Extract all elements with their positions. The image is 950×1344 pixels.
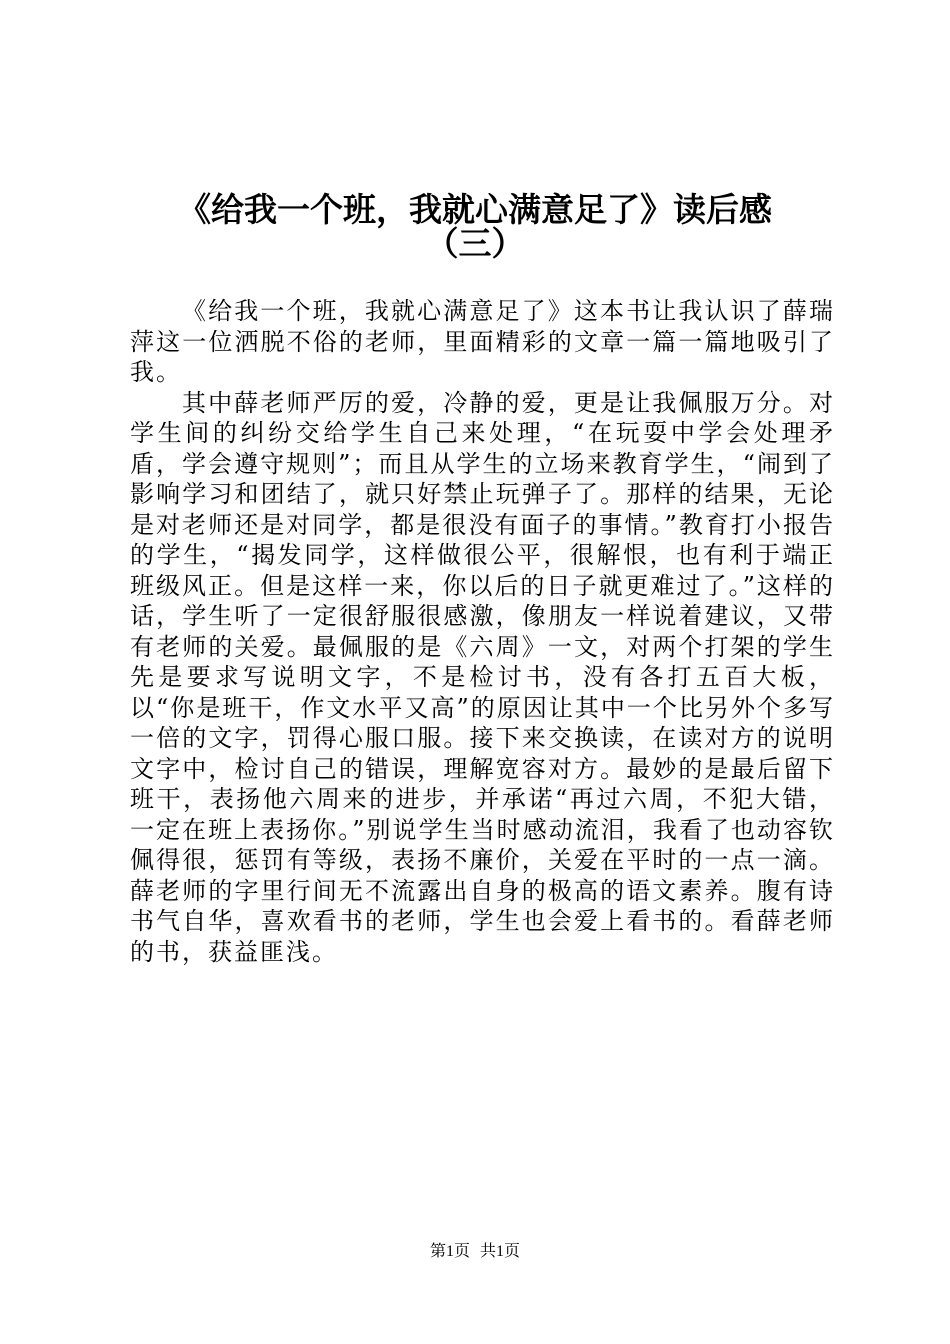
document-subtitle: （三） bbox=[425, 224, 525, 263]
page-total: 共1页 bbox=[480, 1243, 521, 1260]
document-body bbox=[130, 296, 835, 967]
page-footer bbox=[0, 1242, 950, 1262]
paragraph-main: 其中薛老师严厉的爱，冷静的爱，更是让我佩服万分。对学生间的纠纷交给学生自己来处理，“在玩耍中学会处理矛盾，学会遵守规则”；而且从学生的立场来教育学生，“闹到了影响学习和团结了，就只好禁止玩弹子了。那样的结果，无论是对老师还是对同学，都是很没有面子的事情。”教育打小报告的学生，“揭发同学，这样做很公平，很解恨，也有利于端正班级风正。但是这样一来，你以后的日子就更难过了。”这样的话，学生听了一定很舒服很感激，像朋友一样说着建议，又带有老师的关爱。最佩服的是《六周》一文，对两个打架的学生先是要求写说明文字，不是检讨书，没有各打五百大板，以“你是班干，作文水平又高”的原因让其中一个比另外个多写一倍的文字，罚得心服口服。接下来交换读，在读对方的说明文字中，检讨自己的错误，理解宽容对方。最妙的是最后留下班干，表扬他六周来的进步，并承诺“再过六周，不犯大错，一定在班上表扬你。”别说学生当时感动流泪，我看了也动容钦佩得很，惩罚有等级，表扬不廉价，关爱在平时的一点一滴。薛老师的字里行间无不流露出自身的极高的语文素养。腹有诗书气自华，喜欢看书的老师，学生也会爱上看书的。看薛老师的书，获益匪浅。 bbox=[130, 388, 835, 966]
paragraph-intro: 《给我一个班，我就心满意足了》这本书让我认识了薛瑞萍这一位洒脱不俗的老师，里面精彩的文章一篇一篇地吸引了我。 bbox=[130, 297, 835, 386]
page-number: 第1页 bbox=[429, 1243, 470, 1260]
document-title: 《给我一个班，我就心满意足了》读后感 bbox=[178, 190, 772, 229]
